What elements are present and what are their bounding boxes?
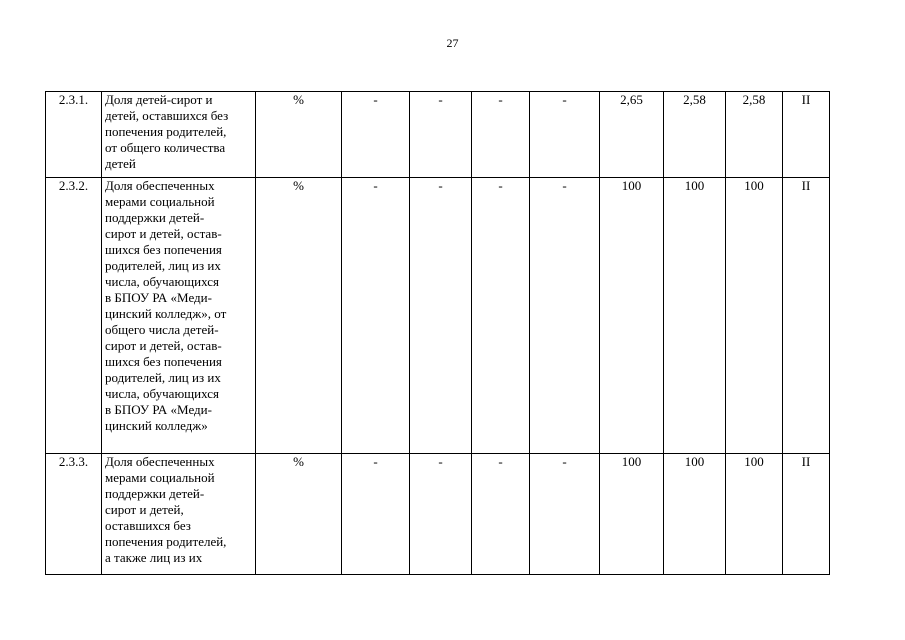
description-line: в БПОУ РА «Меди- bbox=[105, 290, 212, 305]
row-unit: % bbox=[256, 454, 342, 575]
description-line: Доля обеспеченных bbox=[105, 178, 215, 193]
row-value-4: - bbox=[530, 178, 600, 454]
row-value-5: 2,65 bbox=[600, 92, 664, 178]
description-line: а также лиц из их bbox=[105, 550, 203, 565]
description-line: мерами социальной bbox=[105, 194, 215, 209]
row-value-6: 100 bbox=[664, 178, 726, 454]
row-description bbox=[102, 178, 256, 454]
table-row bbox=[46, 92, 830, 178]
description-line: сирот и детей, остав- bbox=[105, 338, 222, 353]
page-number: 27 bbox=[446, 36, 459, 50]
row-value-4: - bbox=[530, 92, 600, 178]
description-line: числа, обучающихся bbox=[105, 274, 220, 289]
description-line: шихся без попечения bbox=[105, 354, 222, 369]
description-line: сирот и детей, остав- bbox=[105, 226, 222, 241]
description-line: Доля обеспеченных bbox=[105, 454, 215, 469]
description-line: сирот и детей, bbox=[105, 502, 184, 517]
row-value-3: - bbox=[472, 92, 530, 178]
description-line: общего числа детей- bbox=[105, 322, 219, 337]
row-value-2: - bbox=[410, 178, 472, 454]
description-line: шихся без попечения bbox=[105, 242, 222, 257]
row-value-5: 100 bbox=[600, 178, 664, 454]
description-line: цинский колледж» bbox=[105, 418, 208, 433]
table-body bbox=[46, 92, 830, 575]
description-line: родителей, лиц из их bbox=[105, 370, 221, 385]
row-value-1: - bbox=[342, 92, 410, 178]
row-value-1: - bbox=[342, 178, 410, 454]
row-value-6: 2,58 bbox=[664, 92, 726, 178]
table-row bbox=[46, 454, 830, 575]
table-row bbox=[46, 178, 830, 454]
row-stage: II bbox=[783, 178, 830, 454]
indicators-table bbox=[45, 91, 830, 575]
description-line: оставшихся без bbox=[105, 518, 191, 533]
row-value-7: 100 bbox=[726, 454, 783, 575]
row-value-2: - bbox=[410, 454, 472, 575]
row-value-3: - bbox=[472, 454, 530, 575]
row-value-5: 100 bbox=[600, 454, 664, 575]
row-unit: % bbox=[256, 92, 342, 178]
description-line: поддержки детей- bbox=[105, 486, 205, 501]
description-line: родителей, лиц из их bbox=[105, 258, 221, 273]
row-unit: % bbox=[256, 178, 342, 454]
row-value-2: - bbox=[410, 92, 472, 178]
row-value-6: 100 bbox=[664, 454, 726, 575]
row-value-1: - bbox=[342, 454, 410, 575]
row-value-4: - bbox=[530, 454, 600, 575]
row-stage: II bbox=[783, 454, 830, 575]
row-code: 2.3.2. bbox=[46, 178, 102, 454]
row-code: 2.3.3. bbox=[46, 454, 102, 575]
row-value-7: 100 bbox=[726, 178, 783, 454]
description-line: от общего количества bbox=[105, 140, 226, 155]
description-line: детей, оставшихся без bbox=[105, 108, 229, 123]
description-line: цинский колледж», от bbox=[105, 306, 227, 321]
description-line: в БПОУ РА «Меди- bbox=[105, 402, 212, 417]
description-line: поддержки детей- bbox=[105, 210, 205, 225]
row-value-7: 2,58 bbox=[726, 92, 783, 178]
row-value-3: - bbox=[472, 178, 530, 454]
row-code: 2.3.1. bbox=[46, 92, 102, 178]
description-line: мерами социальной bbox=[105, 470, 215, 485]
row-description bbox=[102, 92, 256, 178]
description-line: попечения родителей, bbox=[105, 534, 227, 549]
row-description bbox=[102, 454, 256, 575]
description-line: Доля детей-сирот и bbox=[105, 92, 213, 107]
description-line: попечения родителей, bbox=[105, 124, 227, 139]
row-stage: II bbox=[783, 92, 830, 178]
description-line: детей bbox=[105, 156, 136, 171]
description-line: числа, обучающихся bbox=[105, 386, 220, 401]
